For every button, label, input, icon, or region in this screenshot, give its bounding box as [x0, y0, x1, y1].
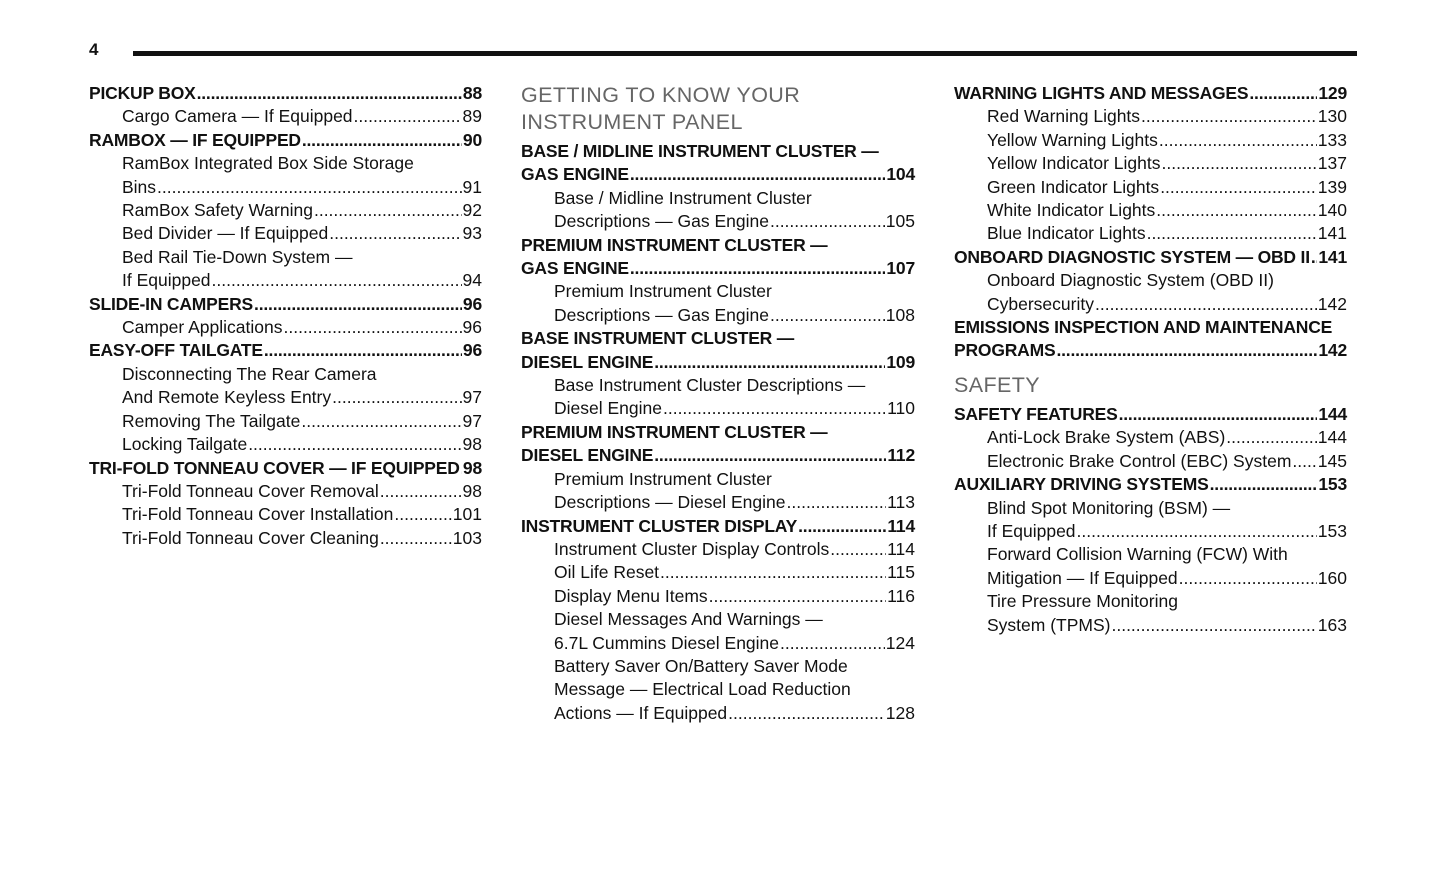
dot-leader	[1056, 339, 1317, 362]
section-heading-line: GETTING TO KNOW YOUR	[521, 83, 801, 107]
entry-title: Tri-Fold Tonneau Cover Removal	[122, 480, 379, 501]
dot-leader	[830, 538, 886, 561]
entry-title: Electronic Brake Control (EBC) System	[987, 450, 1292, 471]
section-heading-line: INSTRUMENT PANEL	[521, 110, 743, 134]
entry-line	[554, 304, 915, 327]
toc-subentry[interactable]	[89, 363, 482, 410]
toc-section-entry[interactable]	[954, 473, 1347, 496]
entry-title: PICKUP BOX	[89, 83, 196, 103]
entry-line	[987, 450, 1347, 473]
dot-leader	[780, 632, 885, 655]
toc-subentry[interactable]	[954, 129, 1347, 152]
dot-leader	[660, 561, 886, 584]
page-ref: 124	[885, 632, 915, 653]
entry-title: Blue Indicator Lights	[987, 223, 1146, 244]
entry-line	[122, 316, 482, 339]
toc-subentry[interactable]	[89, 246, 482, 293]
dot-leader	[770, 210, 885, 233]
entry-title: Descriptions — Gas Engine	[554, 304, 769, 325]
entry-title: GAS ENGINE	[521, 164, 629, 185]
toc-subentry[interactable]	[954, 426, 1347, 449]
dot-leader	[630, 257, 886, 280]
entry-title-line: Blind Spot Monitoring (BSM) —	[987, 497, 1231, 518]
entry-line	[122, 269, 482, 292]
entry-line	[954, 339, 1347, 362]
section-heading	[521, 82, 915, 136]
page-ref: 96	[462, 293, 482, 314]
toc-section-entry[interactable]	[521, 140, 915, 187]
entry-title-line: BASE / MIDLINE INSTRUMENT CLUSTER —	[521, 141, 879, 161]
entry-line	[954, 82, 1347, 105]
toc-section-entry[interactable]	[89, 82, 482, 105]
entry-title: Instrument Cluster Display Controls	[554, 538, 830, 559]
entry-line	[122, 433, 482, 456]
dot-leader	[728, 702, 885, 725]
page-ref: 107	[886, 258, 915, 279]
entry-title: Yellow Warning Lights	[987, 129, 1158, 150]
dot-leader	[1077, 520, 1317, 543]
dot-leader	[254, 293, 462, 316]
page-ref: 141	[1317, 223, 1347, 244]
entry-title: Removing The Tailgate	[122, 410, 301, 431]
entry-line	[89, 457, 482, 480]
entry-title: Mitigation — If Equipped	[987, 567, 1178, 588]
entry-title: Descriptions — Gas Engine	[554, 211, 769, 232]
toc-section-entry[interactable]	[954, 316, 1347, 363]
entry-title: SAFETY FEATURES	[954, 403, 1118, 424]
entry-line	[554, 491, 915, 514]
toc-subentry[interactable]	[89, 433, 482, 456]
entry-title: ONBOARD DIAGNOSTIC SYSTEM — OBD II	[954, 246, 1310, 267]
dot-leader	[380, 527, 452, 550]
page-ref: 101	[452, 504, 482, 525]
entry-title-line: Tire Pressure Monitoring	[987, 591, 1178, 612]
page-ref: 88	[462, 83, 482, 103]
entry-title: INSTRUMENT CLUSTER DISPLAY	[521, 515, 798, 536]
dot-leader	[329, 222, 461, 245]
dot-leader	[1226, 426, 1317, 449]
entry-line	[987, 152, 1347, 175]
entry-title: If Equipped	[987, 520, 1076, 541]
entry-title: Display Menu Items	[554, 585, 708, 606]
entry-title-line: Base Instrument Cluster Descriptions —	[554, 375, 866, 396]
dot-leader	[394, 503, 451, 526]
page-ref: 145	[1317, 450, 1347, 471]
toc-section-entry[interactable]	[89, 457, 482, 480]
entry-line	[987, 293, 1347, 316]
entry-line	[987, 222, 1347, 245]
page-ref: 142	[1318, 340, 1347, 361]
entry-line	[521, 257, 915, 280]
entry-title: Bins	[122, 176, 157, 197]
page-ref: 160	[1317, 567, 1347, 588]
header-rule	[133, 51, 1357, 56]
toc-subentry[interactable]	[521, 187, 915, 234]
entry-title: Cargo Camera — If Equipped	[122, 106, 353, 127]
toc-subentry[interactable]	[521, 655, 915, 725]
toc-section-entry[interactable]	[954, 403, 1347, 426]
page-ref: 140	[1317, 200, 1347, 221]
entry-title: Cybersecurity	[987, 293, 1094, 314]
entry-line	[987, 129, 1347, 152]
page-ref: 93	[462, 223, 482, 244]
entry-title: PROGRAMS	[954, 340, 1056, 361]
toc-column-1	[89, 82, 482, 550]
toc-subentry[interactable]	[89, 199, 482, 222]
toc-subentry[interactable]	[521, 561, 915, 584]
entry-line	[987, 105, 1347, 128]
entry-title-line: PREMIUM INSTRUMENT CLUSTER —	[521, 421, 828, 442]
toc-section-entry[interactable]	[521, 327, 915, 374]
dot-leader	[1292, 450, 1316, 473]
page-ref: 108	[885, 304, 915, 325]
entry-title: And Remote Keyless Entry	[122, 387, 332, 408]
toc-subentry[interactable]	[521, 374, 915, 421]
page-ref: 96	[462, 340, 482, 361]
entry-title: 6.7L Cummins Diesel Engine	[554, 632, 780, 653]
toc-subentry[interactable]	[954, 450, 1347, 473]
toc-subentry[interactable]	[89, 222, 482, 245]
toc-column-2	[521, 82, 915, 725]
dot-leader	[197, 82, 462, 105]
dot-leader	[663, 397, 886, 420]
dot-leader	[654, 351, 885, 374]
toc-subentry[interactable]	[521, 585, 915, 608]
dot-leader	[1111, 614, 1316, 637]
toc-subentry[interactable]	[89, 503, 482, 526]
toc-subentry[interactable]	[89, 480, 482, 503]
entry-title-line: Base / Midline Instrument Cluster	[554, 187, 812, 208]
section-gap	[954, 363, 1347, 372]
entry-title: Descriptions — Diesel Engine	[554, 492, 786, 513]
page-ref: 96	[462, 317, 482, 338]
dot-leader	[1311, 246, 1318, 269]
entry-title: WARNING LIGHTS AND MESSAGES	[954, 83, 1249, 103]
toc-subentry[interactable]	[89, 316, 482, 339]
dot-leader	[1160, 176, 1317, 199]
dot-leader	[264, 339, 462, 362]
toc-subentry[interactable]	[954, 590, 1347, 637]
dot-leader	[248, 433, 461, 456]
page-ref: 163	[1317, 614, 1347, 635]
toc-section-entry[interactable]	[521, 421, 915, 468]
entry-line	[554, 585, 915, 608]
page-ref: 137	[1317, 153, 1347, 174]
entry-line	[122, 199, 482, 222]
entry-line	[554, 702, 915, 725]
dot-leader	[380, 480, 462, 503]
page-ref: 153	[1317, 520, 1347, 541]
page-ref: 105	[885, 211, 915, 232]
toc-subentry[interactable]	[954, 105, 1347, 128]
entry-title: EASY-OFF TAILGATE	[89, 340, 263, 361]
entry-title: Oil Life Reset	[554, 562, 660, 583]
dot-leader	[1156, 199, 1317, 222]
entry-title: Red Warning Lights	[987, 106, 1141, 127]
toc-subentry[interactable]	[954, 543, 1347, 590]
page-ref: 104	[886, 164, 915, 185]
dot-leader	[301, 410, 461, 433]
toc-subentry[interactable]	[954, 199, 1347, 222]
toc-subentry[interactable]	[521, 538, 915, 561]
page-ref: 130	[1317, 106, 1347, 127]
entry-title: GAS ENGINE	[521, 258, 629, 279]
entry-line	[987, 614, 1347, 637]
entry-line	[954, 403, 1347, 426]
page-ref: 110	[887, 398, 915, 419]
toc-section-entry[interactable]	[954, 246, 1347, 269]
toc-subentry[interactable]	[89, 152, 482, 199]
entry-line	[89, 339, 482, 362]
dot-leader	[798, 515, 886, 538]
entry-line	[122, 527, 482, 550]
dot-leader	[157, 176, 461, 199]
dot-leader	[314, 199, 462, 222]
dot-leader	[1159, 129, 1317, 152]
entry-title: System (TPMS)	[987, 614, 1111, 635]
dot-leader	[709, 585, 886, 608]
entry-title: DIESEL ENGINE	[521, 445, 654, 466]
entry-line	[987, 520, 1347, 543]
entry-title-line: Battery Saver On/Battery Saver Mode	[554, 655, 848, 676]
entry-line	[521, 163, 915, 186]
entry-line	[554, 561, 915, 584]
entry-line	[89, 82, 482, 105]
page-number: 4	[89, 40, 99, 59]
page-ref: 141	[1318, 246, 1347, 267]
entry-title: TRI-FOLD TONNEAU COVER — IF EQUIPPED	[89, 457, 460, 478]
entry-title: Camper Applications	[122, 317, 283, 338]
page-ref: 116	[887, 585, 915, 606]
entry-title: Tri-Fold Tonneau Cover Cleaning	[122, 527, 379, 548]
page-ref: 89	[462, 106, 482, 127]
entry-line	[122, 222, 482, 245]
dot-leader	[630, 163, 886, 186]
dot-leader	[770, 304, 885, 327]
entry-title: Bed Divider — If Equipped	[122, 223, 329, 244]
entry-line	[954, 473, 1347, 496]
entry-line	[554, 538, 915, 561]
entry-title: White Indicator Lights	[987, 200, 1156, 221]
entry-title-line: Bed Rail Tie-Down System —	[122, 246, 353, 267]
entry-title-line: Premium Instrument Cluster	[554, 281, 772, 302]
dot-leader	[1179, 567, 1317, 590]
entry-title: Tri-Fold Tonneau Cover Installation	[122, 504, 394, 525]
entry-line	[89, 293, 482, 316]
page-ref: 153	[1318, 474, 1347, 495]
dot-leader	[461, 457, 462, 480]
entry-line	[89, 129, 482, 152]
entry-line	[122, 480, 482, 503]
dot-leader	[1119, 403, 1318, 426]
dot-leader	[654, 444, 886, 467]
dot-leader	[1210, 473, 1318, 496]
dot-leader	[1141, 105, 1317, 128]
entry-line	[954, 246, 1347, 269]
dot-leader	[302, 129, 462, 152]
entry-line	[122, 176, 482, 199]
entry-title-line: RamBox Integrated Box Side Storage	[122, 153, 414, 174]
dot-leader	[1249, 82, 1317, 105]
toc-subentry[interactable]	[521, 468, 915, 515]
dot-leader	[354, 105, 462, 128]
page-ref: 94	[462, 270, 482, 291]
entry-title-line: PREMIUM INSTRUMENT CLUSTER —	[521, 234, 828, 255]
dot-leader	[284, 316, 462, 339]
toc-subentry[interactable]	[954, 269, 1347, 316]
page-ref: 92	[462, 200, 482, 221]
page-ref: 114	[887, 515, 915, 536]
toc-subentry[interactable]	[954, 176, 1347, 199]
page-ref: 115	[887, 562, 915, 583]
toc-section-entry[interactable]	[521, 515, 915, 538]
entry-line	[122, 503, 482, 526]
toc-section-entry[interactable]	[89, 339, 482, 362]
entry-title: Actions — If Equipped	[554, 702, 728, 723]
page-ref: 114	[887, 538, 915, 559]
section-heading	[954, 372, 1347, 399]
page-ref: 97	[462, 410, 482, 431]
toc-section-entry[interactable]	[521, 234, 915, 281]
toc-column-3	[954, 82, 1347, 637]
page-ref: 133	[1317, 129, 1347, 150]
dot-leader	[1162, 152, 1317, 175]
page-ref: 129	[1318, 83, 1347, 103]
entry-line	[521, 444, 915, 467]
section-heading-line: SAFETY	[954, 372, 1041, 397]
entry-title-line: Disconnecting The Rear Camera	[122, 363, 377, 384]
entry-title: DIESEL ENGINE	[521, 351, 654, 372]
entry-title-line: Diesel Messages And Warnings —	[554, 609, 823, 630]
entry-line	[122, 105, 482, 128]
entry-title-line: BASE INSTRUMENT CLUSTER —	[521, 328, 795, 349]
toc-section-entry[interactable]	[89, 129, 482, 152]
entry-title: RAMBOX — IF EQUIPPED	[89, 129, 301, 150]
entry-title: RamBox Safety Warning	[122, 200, 313, 221]
toc-subentry[interactable]	[954, 497, 1347, 544]
entry-line	[554, 632, 915, 655]
page-ref: 112	[887, 445, 915, 466]
entry-line	[521, 515, 915, 538]
toc-subentry[interactable]	[521, 608, 915, 655]
page-ref: 113	[887, 492, 915, 513]
page-ref: 144	[1317, 427, 1347, 448]
page-ref: 139	[1317, 176, 1347, 197]
entry-line	[554, 210, 915, 233]
dot-leader	[787, 491, 887, 514]
entry-title: SLIDE-IN CAMPERS	[89, 293, 254, 314]
dot-leader	[1147, 222, 1317, 245]
entry-title: Locking Tailgate	[122, 434, 248, 455]
toc-section-entry[interactable]	[89, 293, 482, 316]
page-ref: 91	[462, 176, 482, 197]
dot-leader	[332, 386, 461, 409]
entry-title: Green Indicator Lights	[987, 176, 1160, 197]
page-ref: 90	[462, 129, 482, 150]
page-ref: 109	[886, 351, 915, 372]
page-ref: 98	[462, 434, 482, 455]
entry-line	[987, 199, 1347, 222]
entry-title-line: Message — Electrical Load Reduction	[554, 679, 851, 700]
entry-line	[122, 410, 482, 433]
entry-title: Diesel Engine	[554, 398, 662, 419]
toc-subentry[interactable]	[954, 152, 1347, 175]
page-ref: 103	[452, 527, 482, 548]
toc-subentry[interactable]	[521, 280, 915, 327]
entry-line	[122, 386, 482, 409]
entry-line	[554, 397, 915, 420]
entry-line	[987, 567, 1347, 590]
toc-subentry[interactable]	[954, 222, 1347, 245]
entry-title: Anti-Lock Brake System (ABS)	[987, 427, 1226, 448]
entry-line	[987, 176, 1347, 199]
page-ref: 144	[1318, 403, 1347, 424]
page-ref: 98	[462, 457, 482, 478]
entry-title-line: Premium Instrument Cluster	[554, 468, 772, 489]
entry-title-line: EMISSIONS INSPECTION AND MAINTENANCE	[954, 317, 1333, 338]
entry-title: If Equipped	[122, 270, 211, 291]
dot-leader	[1095, 293, 1317, 316]
page-ref: 128	[885, 702, 915, 723]
toc-subentry[interactable]	[89, 527, 482, 550]
entry-title-line: Forward Collision Warning (FCW) With	[987, 544, 1288, 565]
page-ref: 142	[1317, 293, 1347, 314]
entry-title: AUXILIARY DRIVING SYSTEMS	[954, 474, 1209, 495]
toc-subentry[interactable]	[89, 105, 482, 128]
entry-title: Yellow Indicator Lights	[987, 153, 1161, 174]
entry-line	[521, 351, 915, 374]
toc-section-entry[interactable]	[954, 82, 1347, 105]
entry-title-line: Onboard Diagnostic System (OBD II)	[987, 270, 1274, 291]
toc-subentry[interactable]	[89, 410, 482, 433]
dot-leader	[212, 269, 462, 292]
entry-line	[987, 426, 1347, 449]
page-ref: 98	[462, 480, 482, 501]
page-ref: 97	[462, 387, 482, 408]
